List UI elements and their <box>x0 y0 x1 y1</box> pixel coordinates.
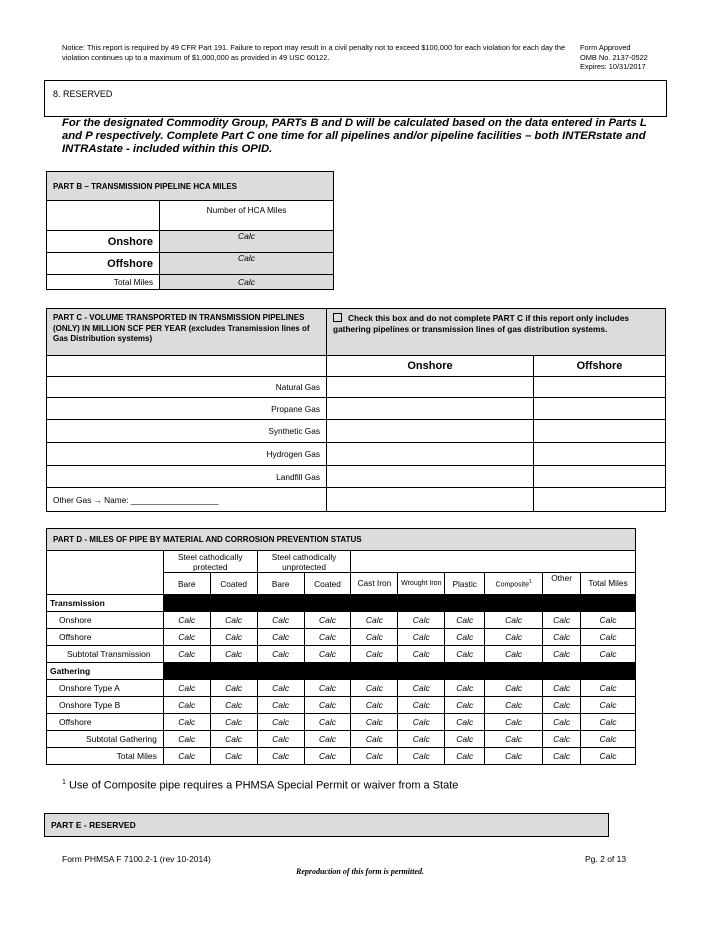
part-d-col-header: Bare <box>257 573 304 595</box>
part-d-calc-cell: Calc <box>445 748 485 765</box>
part-b-total-value: Calc <box>160 275 334 290</box>
part-d-calc-cell: Calc <box>257 714 304 731</box>
part-d-calc-cell: Calc <box>485 629 543 646</box>
section-8-reserved <box>44 80 667 117</box>
part-d-calc-cell: Calc <box>398 748 445 765</box>
part-b-table <box>46 171 334 290</box>
part-d-calc-cell: Calc <box>485 714 543 731</box>
part-d-calc-cell: Calc <box>398 714 445 731</box>
part-e-title: PART E - RESERVED <box>51 820 136 830</box>
part-d-calc-cell: Calc <box>485 612 543 629</box>
part-d-calc-cell: Calc <box>163 748 210 765</box>
part-c-row-label: Hydrogen Gas <box>47 443 327 466</box>
part-d-calc-cell: Calc <box>485 697 543 714</box>
part-d-row-label: Offshore <box>47 714 164 731</box>
part-c-input-onshore[interactable] <box>327 466 534 488</box>
part-d-calc-cell: Calc <box>485 680 543 697</box>
part-d-calc-cell: Calc <box>581 714 636 731</box>
part-d-col-header: Plastic <box>445 573 485 595</box>
part-d-calc-cell: Calc <box>445 646 485 663</box>
part-d-calc-cell: Calc <box>445 680 485 697</box>
part-c-col-onshore: Onshore <box>327 356 534 377</box>
part-c-table <box>46 308 666 512</box>
part-d-calc-cell: Calc <box>304 731 351 748</box>
part-d-calc-cell: Calc <box>351 748 398 765</box>
part-d-calc-cell: Calc <box>210 697 257 714</box>
footer-reproduction-note: Reproduction of this form is permitted. <box>295 867 424 876</box>
expiration-date: Expires: 10/31/2017 <box>580 62 646 72</box>
part-d-calc-cell: Calc <box>210 629 257 646</box>
part-d-calc-cell: Calc <box>210 748 257 765</box>
part-d-calc-cell: Calc <box>257 697 304 714</box>
part-d-calc-cell: Calc <box>445 714 485 731</box>
part-d-calc-cell: Calc <box>210 680 257 697</box>
part-d-calc-cell: Calc <box>351 697 398 714</box>
part-d-calc-cell: Calc <box>543 646 581 663</box>
part-d-calc-cell: Calc <box>398 629 445 646</box>
part-d-calc-cell: Calc <box>543 629 581 646</box>
part-d-calc-cell: Calc <box>398 612 445 629</box>
part-b-offshore-value: Calc <box>160 253 334 275</box>
part-d-calc-cell: Calc <box>163 646 210 663</box>
part-d-title: PART D - MILES OF PIPE BY MATERIAL AND CORROSION PREVENTION STATUS <box>47 529 636 551</box>
notice-text: Notice: This report is required by 49 CFR Part 191. Failure to report may result in a civil penalty not to exceed $100,000 for each violation for each day the violation continues up to a maximum of $1,000,000 as provided in 49 USC 60122. <box>62 43 566 62</box>
part-c-input-onshore[interactable] <box>327 398 534 420</box>
composite-label: Composite <box>495 581 529 589</box>
part-b-onshore-value: Calc <box>160 231 334 253</box>
part-d-calc-cell: Calc <box>581 748 636 765</box>
part-b-onshore-label: Onshore <box>47 231 160 253</box>
part-d-calc-cell: Calc <box>398 697 445 714</box>
part-d-calc-cell: Calc <box>210 612 257 629</box>
part-d-calc-cell: Calc <box>351 612 398 629</box>
part-d-gathering-label: Gathering <box>47 663 164 680</box>
footer-page-number: Pg. 2 of 13 <box>585 854 627 864</box>
part-d-calc-cell: Calc <box>163 731 210 748</box>
part-d-row <box>47 731 636 748</box>
part-c-input-offshore[interactable] <box>534 488 666 512</box>
part-c-row-label: Propane Gas <box>47 398 327 420</box>
footer-form-number: Form PHMSA F 7100.2-1 (rev 10-2014) <box>62 854 211 864</box>
part-d-calc-cell: Calc <box>351 629 398 646</box>
part-d-header-blank <box>47 551 164 595</box>
part-d-calc-cell: Calc <box>445 612 485 629</box>
part-c-input-offshore[interactable] <box>534 377 666 398</box>
part-d-row <box>47 680 636 697</box>
part-d-row <box>47 629 636 646</box>
footnote-text: Use of Composite pipe requires a PHMSA Special Permit or waiver from a State <box>65 779 459 792</box>
part-d-col-header-composite <box>485 573 543 595</box>
part-d-calc-cell: Calc <box>581 731 636 748</box>
part-c-input-onshore[interactable] <box>327 420 534 443</box>
part-d-header-spacer <box>351 551 636 573</box>
part-c-input-offshore[interactable] <box>534 420 666 443</box>
part-d-row-label: Subtotal Gathering <box>47 731 164 748</box>
part-d-calc-cell: Calc <box>581 629 636 646</box>
part-d-calc-cell: Calc <box>163 697 210 714</box>
part-c-checkbox-text: Check this box and do not complete PART C if this report only includes gathering pipelines or transmission lines of gas distribution systems. <box>333 313 630 334</box>
part-d-col-header: Cast Iron <box>351 573 398 595</box>
part-d-calc-cell: Calc <box>163 612 210 629</box>
part-d-calc-cell: Calc <box>398 731 445 748</box>
part-d-calc-cell: Calc <box>304 697 351 714</box>
part-d-calc-cell: Calc <box>257 680 304 697</box>
part-d-calc-cell: Calc <box>398 646 445 663</box>
approval-block <box>580 43 680 72</box>
part-d-calc-cell: Calc <box>543 697 581 714</box>
part-d-calc-cell: Calc <box>543 731 581 748</box>
part-d-calc-cell: Calc <box>257 646 304 663</box>
part-d-row-label: Total Miles <box>47 748 164 765</box>
part-d-group-protected: Steel cathodically protected <box>163 551 257 573</box>
part-d-calc-cell: Calc <box>257 748 304 765</box>
part-d-calc-cell: Calc <box>304 680 351 697</box>
part-d-calc-cell: Calc <box>351 714 398 731</box>
part-b-offshore-label: Offshore <box>47 253 160 275</box>
part-d-calc-cell: Calc <box>210 646 257 663</box>
footnote <box>62 779 458 792</box>
part-d-calc-cell: Calc <box>543 680 581 697</box>
part-d-calc-cell: Calc <box>398 680 445 697</box>
part-d-calc-cell: Calc <box>304 646 351 663</box>
part-d-calc-cell: Calc <box>445 697 485 714</box>
part-d-calc-cell: Calc <box>163 629 210 646</box>
part-b-title: PART B – TRANSMISSION PIPELINE HCA MILES <box>47 172 334 201</box>
part-d-calc-cell: Calc <box>485 646 543 663</box>
part-d-calc-cell: Calc <box>351 646 398 663</box>
part-c-input-offshore[interactable] <box>534 466 666 488</box>
part-d-calc-cell: Calc <box>163 714 210 731</box>
part-d-gathering-bar <box>163 663 635 680</box>
part-b-col-header: Number of HCA Miles <box>160 201 334 231</box>
part-d-calc-cell: Calc <box>304 714 351 731</box>
part-c-input-onshore[interactable] <box>327 488 534 512</box>
part-d-row-label: Onshore Type B <box>47 697 164 714</box>
section-8-label: 8. RESERVED <box>53 89 113 99</box>
part-d-row <box>47 714 636 731</box>
part-c-row-label: Synthetic Gas <box>47 420 327 443</box>
part-d-calc-cell: Calc <box>351 731 398 748</box>
part-d-calc-cell: Calc <box>304 612 351 629</box>
part-d-calc-cell: Calc <box>304 748 351 765</box>
part-c-input-onshore[interactable] <box>327 377 534 398</box>
part-d-row-label: Onshore <box>47 612 164 629</box>
part-c-other-gas-label[interactable]: Other Gas → Name: ___________________ <box>47 488 327 512</box>
part-d-calc-cell: Calc <box>210 714 257 731</box>
part-d-col-header: Wrought Iron <box>398 573 445 595</box>
part-d-table <box>46 528 636 765</box>
part-d-row-label: Subtotal Transmission <box>47 646 164 663</box>
part-d-calc-cell: Calc <box>210 731 257 748</box>
part-c-checkbox[interactable] <box>333 313 342 322</box>
part-c-input-offshore[interactable] <box>534 398 666 420</box>
part-d-calc-cell: Calc <box>163 680 210 697</box>
part-d-row <box>47 748 636 765</box>
part-d-calc-cell: Calc <box>257 629 304 646</box>
composite-footnote-mark: 1 <box>529 578 532 585</box>
part-d-calc-cell: Calc <box>543 714 581 731</box>
part-b-total-label: Total Miles <box>47 275 160 290</box>
part-d-calc-cell: Calc <box>581 612 636 629</box>
part-d-calc-cell: Calc <box>485 731 543 748</box>
footnote-mark: 1 <box>62 779 66 786</box>
part-c-row-label: Landfill Gas <box>47 466 327 488</box>
part-b-blank <box>47 201 160 231</box>
part-e-reserved <box>44 813 609 837</box>
part-d-col-header: Other <box>543 573 581 595</box>
part-c-title: PART C - VOLUME TRANSPORTED IN TRANSMISSION PIPELINES (ONLY) IN MILLION SCF PER YEAR (excludes Transmission lines of Gas Distribution systems) <box>47 309 327 356</box>
part-d-calc-cell: Calc <box>445 629 485 646</box>
part-d-calc-cell: Calc <box>351 680 398 697</box>
part-c-checkbox-cell <box>327 309 666 356</box>
part-d-calc-cell: Calc <box>257 731 304 748</box>
part-d-calc-cell: Calc <box>581 697 636 714</box>
part-d-col-header: Coated <box>304 573 351 595</box>
part-d-calc-cell: Calc <box>445 731 485 748</box>
part-c-header-blank <box>47 356 327 377</box>
part-d-col-header: Bare <box>163 573 210 595</box>
part-d-row-label: Onshore Type A <box>47 680 164 697</box>
part-c-col-offshore: Offshore <box>534 356 666 377</box>
part-d-col-header: Total Miles <box>581 573 636 595</box>
part-d-row <box>47 697 636 714</box>
part-d-calc-cell: Calc <box>581 680 636 697</box>
part-d-transmission-label: Transmission <box>47 595 164 612</box>
part-d-row-label: Offshore <box>47 629 164 646</box>
part-d-transmission-bar <box>163 595 635 612</box>
part-d-calc-cell: Calc <box>581 646 636 663</box>
part-d-calc-cell: Calc <box>543 612 581 629</box>
part-d-row <box>47 612 636 629</box>
part-d-col-header: Coated <box>210 573 257 595</box>
part-d-row <box>47 646 636 663</box>
part-d-calc-cell: Calc <box>543 748 581 765</box>
omb-number: OMB No. 2137-0522 <box>580 52 648 62</box>
part-c-row-label: Natural Gas <box>47 377 327 398</box>
part-d-group-unprotected: Steel cathodically unprotected <box>257 551 351 573</box>
part-c-input-onshore[interactable] <box>327 443 534 466</box>
part-c-input-offshore[interactable] <box>534 443 666 466</box>
part-d-calc-cell: Calc <box>485 748 543 765</box>
part-d-calc-cell: Calc <box>304 629 351 646</box>
part-d-calc-cell: Calc <box>257 612 304 629</box>
form-approved: Form Approved <box>580 43 631 52</box>
instructions-text: For the designated Commodity Group, PARTs B and D will be calculated based on the data entered in Parts L and P respectively. Complete Part C one time for all pipelines and/or pipeline facilities – both INTERstate and INTRAstate - included within this OPID. <box>62 117 647 156</box>
